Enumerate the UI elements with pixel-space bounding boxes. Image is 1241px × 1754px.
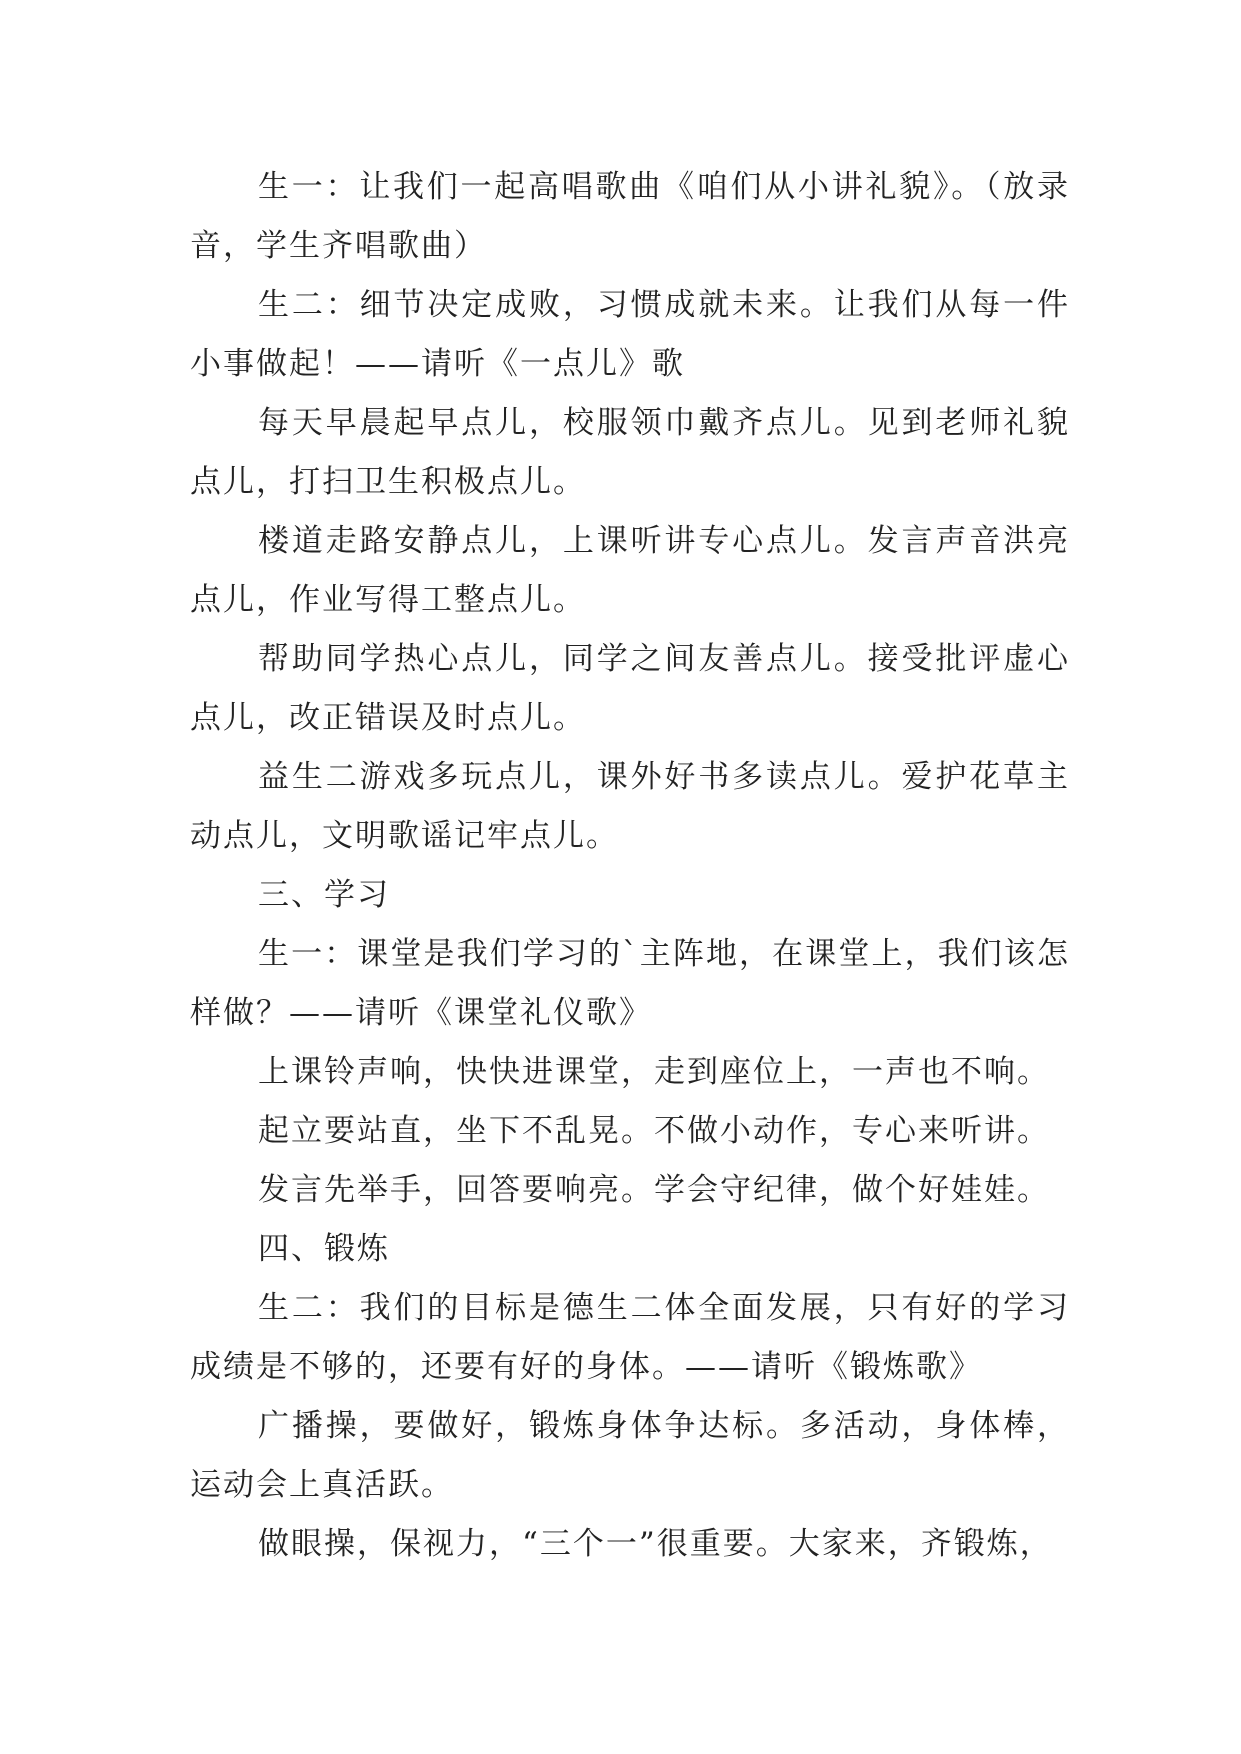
paragraph: 生一：让我们一起高唱歌曲《咱们从小讲礼貌》。（放录音，学生齐唱歌曲） <box>190 169 1070 264</box>
paragraph: 广播操，要做好，锻炼身体争达标。多活动，身体棒，运动会上真活跃。 <box>190 1408 1070 1503</box>
paragraph: 起立要站直，坐下不乱晃。不做小动作，专心来听讲。 <box>258 1113 1050 1149</box>
paragraph: 生一：课堂是我们学习的`主阵地，在课堂上，我们该怎样做？——请听《课堂礼仪歌》 <box>190 936 1070 1031</box>
paragraph: 益生二游戏多玩点儿，课外好书多读点儿。爱护花草主动点儿，文明歌谣记牢点儿。 <box>190 759 1070 854</box>
paragraph: 生二：细节决定成败，习惯成就未来。让我们从每一件小事做起！——请听《一点儿》歌 <box>190 287 1070 382</box>
paragraph: 做眼操，保视力，“三个一”很重要。大家来，齐锻炼， <box>258 1526 1053 1562</box>
paragraph: 上课铃声响，快快进课堂，走到座位上，一声也不响。 <box>258 1054 1050 1090</box>
section-heading: 四、锻炼 <box>258 1231 390 1267</box>
paragraph: 楼道走路安静点儿，上课听讲专心点儿。发言声音洪亮点儿，作业写得工整点儿。 <box>190 523 1070 618</box>
paragraph: 生二：我们的目标是德生二体全面发展，只有好的学习成绩是不够的，还要有好的身体。——请听《锻炼歌》 <box>190 1290 1070 1385</box>
paragraph: 帮助同学热心点儿，同学之间友善点儿。接受批评虚心点儿，改正错误及时点儿。 <box>190 641 1070 736</box>
paragraph: 发言先举手，回答要响亮。学会守纪律，做个好娃娃。 <box>258 1172 1050 1208</box>
document-body <box>190 158 1070 1574</box>
paragraph: 每天早晨起早点儿，校服领巾戴齐点儿。见到老师礼貌点儿，打扫卫生积极点儿。 <box>190 405 1070 500</box>
section-heading: 三、学习 <box>258 877 390 913</box>
